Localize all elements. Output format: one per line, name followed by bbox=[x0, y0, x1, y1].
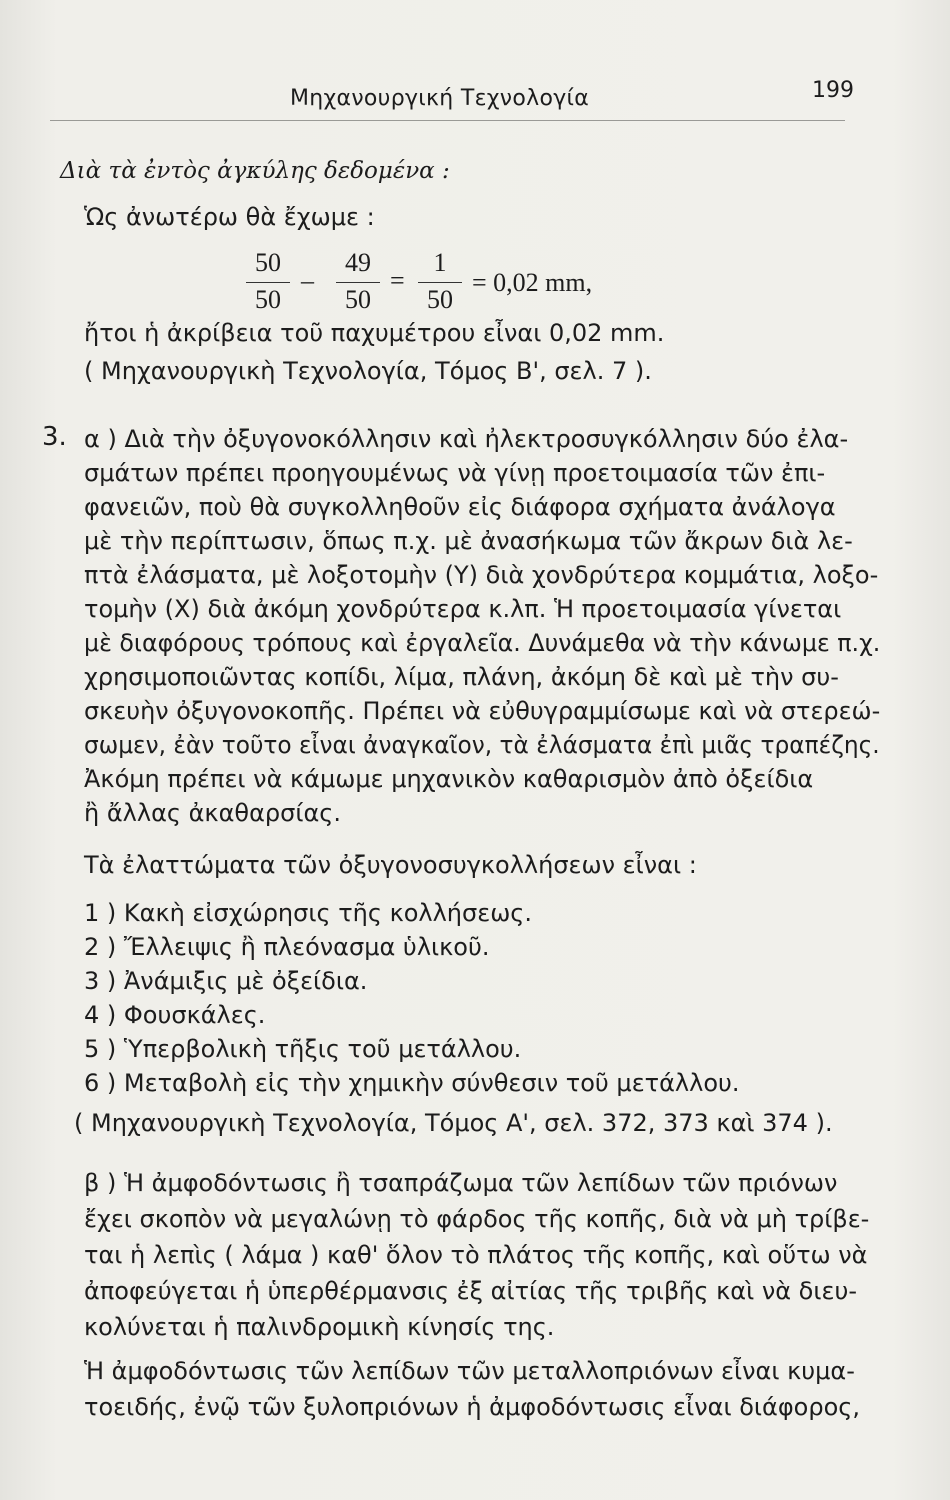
fraction-3-denominator: 50 bbox=[427, 285, 453, 314]
fraction-1 bbox=[246, 248, 290, 315]
section-3-line: Ἀκόμη πρέπει νὰ κάμωμε μηχανικὸν καθαρισμὸν ἀπὸ ὀξείδια bbox=[84, 765, 814, 793]
part-b-line: κολύνεται ἡ παλινδρομικὴ κίνησίς της. bbox=[84, 1313, 555, 1341]
formula-result: = 0,02 mm, bbox=[472, 268, 593, 297]
section-3-line: φανειῶν, ποὺ θὰ συγκολληθοῦν εἰς διάφορα σχήματα ἀνάλογα bbox=[84, 493, 836, 521]
section-3-line: χρησιμοποιῶντας κοπίδι, λίμα, πλάνη, ἀκόμη δὲ καὶ μὲ τὴν συ- bbox=[84, 663, 839, 691]
fraction-bar bbox=[246, 282, 290, 283]
section-3-line: μὲ διαφόρους τρόπους καὶ ἐργαλεῖα. Δυνάμεθα νὰ τὴν κάνωμε π.χ. bbox=[84, 629, 881, 657]
section-3-line: σμάτων πρέπει προηγουμένως νὰ γίνῃ προετοιμασία τῶν ἐπι- bbox=[84, 459, 826, 487]
defect-item: 4 ) Φουσκάλες. bbox=[84, 1001, 266, 1029]
part-b-line: τοειδής, ἐνῷ τῶν ξυλοπριόνων ἡ ἀμφοδόντωσις εἶναι διάφορος, bbox=[84, 1393, 860, 1421]
defect-item: 3 ) Ἀνάμιξις μὲ ὀξείδια. bbox=[84, 967, 368, 995]
part-b-line: ἀποφεύγεται ἡ ὑπερθέρμανσις ἐξ αἰτίας τῆς τριβῆς καὶ νὰ διευ- bbox=[84, 1277, 858, 1305]
fraction-1-numerator: 50 bbox=[255, 248, 281, 277]
defects-reference: ( Μηχανουργικὴ Τεχνολογία, Τόμος Α', σελ. 372, 373 καὶ 374 ). bbox=[74, 1109, 833, 1137]
part-b-line: Ἡ ἀμφοδόντωσις τῶν λεπίδων τῶν μεταλλοπριόνων εἶναι κυμα- bbox=[84, 1357, 855, 1385]
fraction-3-numerator: 1 bbox=[433, 248, 447, 277]
section-3-line: σωμεν, ἐὰν τοῦτο εἶναι ἀναγκαῖον, τὰ ἐλάσματα ἐπὶ μιᾶς τραπέζης. bbox=[84, 731, 880, 759]
section-3-line: τομὴν (Χ) διὰ ἀκόμη χονδρύτερα κ.λπ. Ἡ προετοιμασία γίνεται bbox=[84, 595, 842, 623]
fraction-3 bbox=[418, 248, 462, 315]
part-b-line: β ) Ἡ ἀμφοδόντωσις ἢ τσαπράζωμα τῶν λεπίδων τῶν πριόνων bbox=[84, 1169, 838, 1197]
section-3-line: ἢ ἄλλας ἀκαθαρσίας. bbox=[84, 799, 341, 827]
section-3-line: α ) Διὰ τὴν ὀξυγονοκόλλησιν καὶ ἠλεκτροσυγκόλλησιν δύο ἐλα- bbox=[84, 425, 849, 453]
running-header-title: Μηχανουργική Τεχνολογία bbox=[290, 86, 590, 111]
defect-item: 6 ) Μεταβολὴ εἰς τὴν χημικὴν σύνθεσιν τοῦ μετάλλου. bbox=[84, 1069, 740, 1097]
fraction-bar bbox=[418, 282, 462, 283]
defect-item: 1 ) Κακὴ εἰσχώρησις τῆς κολλήσεως. bbox=[84, 899, 533, 927]
page-number: 199 bbox=[812, 78, 854, 103]
intro-as-above: Ὡς ἀνωτέρω θὰ ἔχωμε : bbox=[84, 203, 375, 231]
part-b-line: ἔχει σκοπὸν νὰ μεγαλώνῃ τὸ φάρδος τῆς κοπῆς, διὰ νὰ μὴ τρίβε- bbox=[84, 1205, 870, 1233]
precision-line-1: ἤτοι ἡ ἀκρίβεια τοῦ παχυμέτρου εἶναι 0,02 mm. bbox=[84, 319, 665, 347]
section-3-number: 3. bbox=[42, 422, 67, 452]
intro-heading: Διὰ τὰ ἐντὸς ἀγκύλης δεδομένα : bbox=[60, 158, 450, 184]
fraction-2-denominator: 50 bbox=[345, 285, 371, 314]
fraction-2-numerator: 49 bbox=[345, 248, 371, 277]
part-b-line: ται ἡ λεπὶς ( λάμα ) καθ' ὅλον τὸ πλάτος τῆς κοπῆς, καὶ οὕτω νὰ bbox=[84, 1241, 868, 1269]
defect-item: 5 ) Ὑπερβολικὴ τῆξις τοῦ μετάλλου. bbox=[84, 1035, 522, 1063]
header-rule bbox=[50, 120, 845, 121]
equals-sign: = bbox=[390, 266, 405, 295]
fraction-1-denominator: 50 bbox=[255, 285, 281, 314]
defect-item: 2 ) Ἔλλειψις ἢ πλεόνασμα ὑλικοῦ. bbox=[84, 933, 490, 961]
fraction-2 bbox=[336, 248, 380, 315]
section-3-line: μὲ τὴν περίπτωσιν, ὅπως π.χ. μὲ ἀνασήκωμα τῶν ἄκρων διὰ λε- bbox=[84, 527, 853, 555]
precision-reference: ( Μηχανουργικὴ Τεχνολογία, Τόμος Β', σελ. 7 ). bbox=[84, 357, 652, 385]
section-3-line: σκευὴν ὀξυγονοκοπῆς. Πρέπει νὰ εὐθυγραμμίσωμε καὶ νὰ στερεώ- bbox=[84, 697, 881, 725]
fraction-bar bbox=[336, 282, 380, 283]
minus-sign: – bbox=[301, 266, 314, 295]
section-3-line: πτὰ ἐλάσματα, μὲ λοξοτομὴν (Υ) διὰ χονδρύτερα κομμάτια, λοξο- bbox=[84, 561, 879, 589]
defects-intro: Τὰ ἐλαττώματα τῶν ὀξυγονοσυγκολλήσεων εἶναι : bbox=[84, 851, 697, 879]
